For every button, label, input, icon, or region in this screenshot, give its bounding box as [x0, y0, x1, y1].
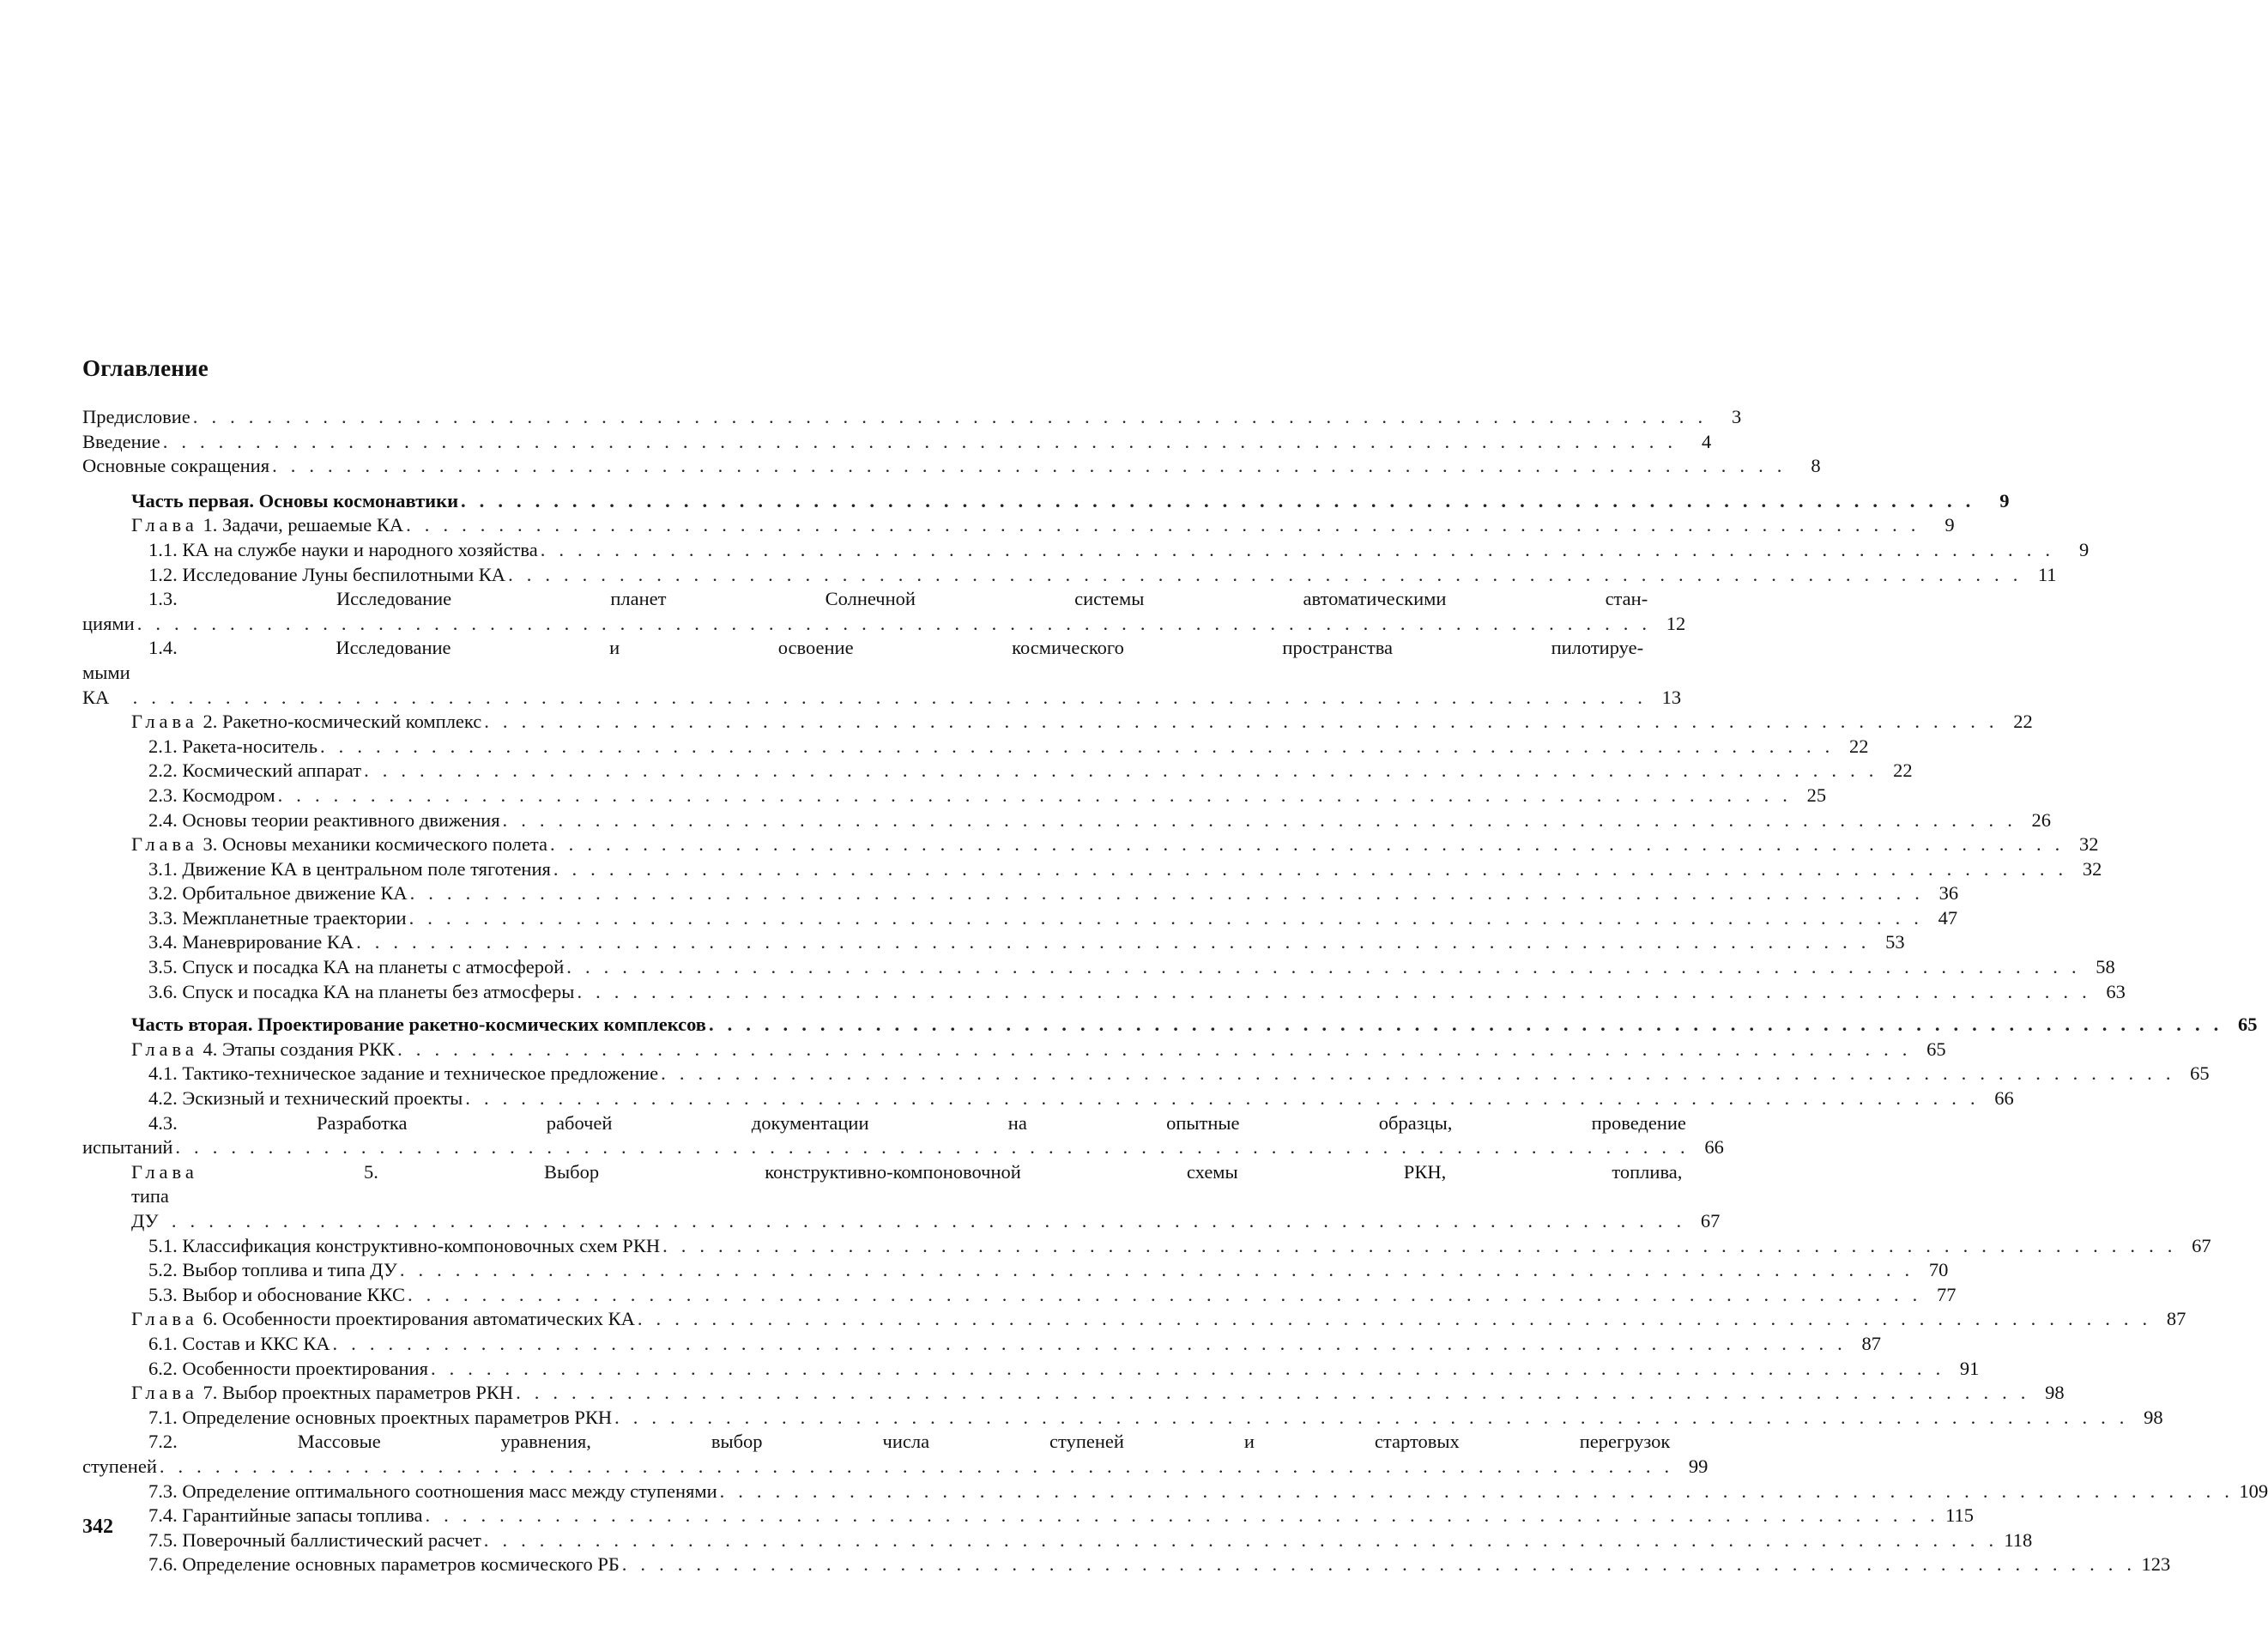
toc-entry-title: 3.1. Движение КА в центральном поле тяготения: [148, 857, 551, 880]
dot-leader: [193, 405, 1707, 430]
dot-leader: [516, 1381, 2029, 1406]
toc-page-number: 26: [2031, 808, 2052, 831]
dot-leader: [709, 1013, 2223, 1038]
dot-leader: [320, 735, 1834, 759]
toc-entry-title: 4. Этапы создания РКК: [203, 1038, 396, 1060]
toc-page-number: 11: [2037, 563, 2057, 585]
toc-entry: [82, 980, 2126, 1005]
dot-leader: [410, 881, 1924, 906]
toc-entry: [82, 1307, 2186, 1332]
dot-leader: [409, 906, 1923, 931]
dot-leader: [550, 832, 2064, 857]
toc-entry: [82, 1062, 2210, 1086]
toc-entry: [82, 1406, 2163, 1431]
toc-entry-title: 5. Выбор конструктивно-компоновочной схемы РКН, топлива,: [364, 1160, 1683, 1183]
toc-entry-title: 3.3. Межпланетные траектории: [148, 906, 407, 929]
chapter-label: Глава: [131, 1382, 198, 1404]
toc-entry: [82, 710, 2033, 735]
dot-leader: [278, 784, 1792, 808]
toc-entry: [82, 1258, 1949, 1283]
toc-page-number: 87: [1861, 1332, 1882, 1354]
toc-entry-title: 1.1. КА на службе науки и народного хозяйства: [148, 538, 538, 560]
toc-entry-title: 1.3. Исследование планет Солнечной системы автоматическими стан-: [148, 588, 1648, 610]
toc-entry-title: 7.2. Массовые уравнения, выбор числа ступеней и стартовых перегрузок: [148, 1431, 1671, 1453]
toc-entry-title: Введение: [82, 430, 160, 452]
toc-entry-title: 3.6. Спуск и посадка КА на планеты без атмосферы: [148, 980, 575, 1002]
dot-leader: [622, 1552, 2136, 1577]
toc-entry: [82, 759, 1913, 784]
toc-page-number: 98: [2144, 1406, 2163, 1428]
toc-entry: [82, 1332, 1882, 1357]
chapter-label: Глава: [131, 514, 198, 536]
toc-entry-title: 7. Выбор проектных параметров РКН: [203, 1382, 514, 1404]
toc-entry: [82, 454, 1821, 479]
toc-entry: [82, 563, 2057, 588]
toc-entry-title: Предисловие: [82, 406, 191, 427]
toc-page-number: 4: [1701, 430, 1712, 452]
toc-page-number: 36: [1938, 882, 1959, 905]
toc-entry-title: 3.4. Маневрирование КА: [148, 931, 354, 953]
toc-entry-title: 5.2. Выбор топлива и типа ДУ: [148, 1259, 397, 1281]
dot-leader: [397, 1038, 1911, 1062]
toc-entry: [82, 1381, 2065, 1406]
dot-leader: [661, 1062, 2174, 1086]
dot-leader: [465, 1086, 1979, 1111]
dot-leader: [461, 489, 1975, 514]
toc-entry-title: 6.1. Состав и ККС КА: [148, 1332, 330, 1354]
toc-entry-title: Основные сокращения: [82, 455, 270, 477]
toc-entry: [82, 538, 2090, 563]
toc-page-number: 32: [2079, 833, 2099, 856]
toc-page-number: 65: [2190, 1062, 2210, 1085]
toc-page-number: 32: [2082, 857, 2102, 880]
toc-entry: [82, 1013, 2258, 1038]
page-number: 342: [82, 1516, 113, 1538]
toc-entry: [82, 735, 1869, 759]
toc-page-number: 98: [2045, 1382, 2065, 1404]
dot-leader: [272, 454, 1786, 479]
toc-page-number: 13: [1661, 686, 1682, 708]
toc-entry-title: мыми КА: [82, 661, 130, 708]
dot-leader: [662, 1234, 2176, 1259]
toc-entry-title: Часть вторая. Проектирование ракетно-космических комплексов: [131, 1014, 706, 1036]
toc-entry: [82, 513, 1955, 538]
dot-leader: [720, 1480, 2234, 1504]
dot-leader: [431, 1357, 1944, 1382]
toc-page-number: 22: [2013, 711, 2033, 733]
toc-page-number: 109: [2239, 1480, 2268, 1502]
toc-entry-title: 3.5. Спуск и посадка КА на планеты с атмосферой: [148, 956, 565, 978]
toc-entry: [82, 1086, 2014, 1111]
toc-entry: [82, 1480, 2268, 1504]
toc-entry: [82, 1552, 2171, 1577]
toc-entry-title: 4.2. Эскизный и технический проекты: [148, 1087, 463, 1110]
toc-entry: [82, 1038, 1946, 1062]
toc-entry: [82, 430, 1712, 455]
toc-entry-title: 2.3. Космодром: [148, 784, 275, 806]
toc-page-number: 91: [1959, 1357, 1980, 1379]
toc-entry: [82, 930, 1905, 955]
toc-entry: [82, 808, 2052, 833]
table-of-contents: [82, 405, 2268, 1577]
dot-leader: [408, 1283, 1921, 1308]
toc-page-number: 123: [2141, 1553, 2171, 1576]
toc-entry-title: 1. Задачи, решаемые КА: [203, 514, 404, 536]
toc-entry-title: 2. Ракетно-космический комплекс: [203, 711, 482, 733]
dot-leader: [356, 930, 1870, 955]
dot-leader: [426, 1504, 1939, 1528]
dot-leader: [137, 612, 1651, 637]
toc-entry: [82, 1528, 2033, 1553]
toc-entry: [82, 1111, 1724, 1160]
toc-entry: [82, 1430, 1709, 1479]
page-title: Оглавление: [82, 355, 209, 381]
dot-leader: [406, 513, 1920, 538]
toc-page-number: 118: [2004, 1528, 2033, 1551]
chapter-label: Глава: [131, 1308, 198, 1330]
toc-entry: [82, 1504, 1974, 1528]
dot-leader: [541, 538, 2054, 563]
toc-entry: [82, 587, 1686, 636]
dot-leader: [333, 1332, 1847, 1357]
chapter-label: Глава: [131, 1038, 198, 1060]
toc-entry-title: 7.4. Гарантийные запасы топлива: [148, 1504, 423, 1527]
dot-leader: [508, 563, 2022, 588]
toc-page-number: 12: [1666, 612, 1686, 634]
chapter-label: Глава: [131, 711, 198, 733]
dot-leader: [566, 955, 2080, 980]
dot-leader: [638, 1307, 2151, 1332]
toc-entry-title: 7.1. Определение основных проектных параметров РКН: [148, 1406, 613, 1428]
dot-leader: [175, 1135, 1689, 1160]
toc-page-number: 65: [2237, 1014, 2258, 1036]
toc-entry: [82, 489, 2010, 514]
toc-page-number: 87: [2166, 1308, 2186, 1330]
dot-leader: [553, 857, 2067, 882]
toc-entry: [82, 881, 1959, 906]
dot-leader: [484, 710, 1998, 735]
toc-entry: [82, 784, 1827, 808]
toc-page-number: 9: [1944, 514, 1955, 536]
toc-entry: [82, 405, 1742, 430]
toc-page-number: 77: [1936, 1283, 1957, 1305]
toc-entry-title: 2.2. Космический аппарат: [148, 759, 362, 782]
toc-entry-title: 3. Основы механики космического полета: [203, 833, 548, 856]
toc-page-number: 47: [1938, 906, 1958, 929]
dot-leader: [400, 1258, 1914, 1283]
toc-entry: [82, 636, 1682, 710]
toc-page-number: 25: [1806, 784, 1827, 806]
dot-leader: [614, 1406, 2128, 1431]
toc-entry-title: 1.4. Исследование и освоение космического пространства пилотируе-: [148, 637, 1644, 659]
toc-entry: [82, 857, 2102, 882]
toc-page-number: 3: [1732, 406, 1742, 427]
toc-entry-title: 1.2. Исследование Луны беспилотными КА: [148, 563, 506, 585]
toc-entry-title: 3.2. Орбитальное движение КА: [148, 882, 408, 905]
toc-page-number: 66: [1704, 1136, 1724, 1159]
toc-page-number: 22: [1893, 759, 1913, 782]
toc-entry: [82, 1160, 1721, 1234]
toc-page-number: 99: [1688, 1455, 1709, 1477]
toc-entry: [82, 906, 1958, 931]
toc-entry: [82, 1283, 1957, 1308]
chapter-label: Глава: [131, 1160, 198, 1183]
toc-page-number: 63: [2106, 980, 2126, 1002]
toc-page-number: 9: [1999, 489, 2010, 511]
toc-entry-title: 7.5. Поверочный баллистический расчет: [148, 1528, 481, 1551]
toc-entry-title: 6.2. Особенности проектирования: [148, 1357, 428, 1379]
toc-entry: [82, 832, 2099, 857]
toc-entry-title: 7.3. Определение оптимального соотношения масс между ступенями: [148, 1480, 717, 1502]
toc-entry-title: 6. Особенности проектирования автоматических КА: [203, 1308, 635, 1330]
dot-leader: [484, 1528, 1998, 1553]
chapter-label: Глава: [131, 833, 198, 856]
toc-entry: [82, 1234, 2211, 1259]
toc-entry: [82, 955, 2115, 980]
toc-page-number: 8: [1811, 455, 1821, 477]
toc-entry-title: 5.1. Классификация конструктивно-компоновочных схем РКН: [148, 1234, 661, 1256]
toc-entry-title: 7.6. Определение основных параметров космического РБ: [148, 1553, 620, 1576]
toc-page-number: 53: [1885, 931, 1905, 953]
toc-entry-title: Часть первая. Основы космонавтики: [131, 489, 459, 511]
dot-leader: [503, 808, 2017, 833]
toc-entry-title: циями: [82, 612, 135, 634]
toc-entry-title: 5.3. Выбор и обоснование ККС: [148, 1283, 405, 1305]
dot-leader: [364, 759, 1878, 784]
toc-page-number: 67: [1700, 1210, 1721, 1232]
toc-entry-title: типа ДУ: [131, 1185, 169, 1232]
toc-entry-title: 4.3. Разработка рабочей документации на опытные образцы, проведение: [148, 1111, 1686, 1134]
dot-leader: [172, 1209, 1685, 1234]
toc-page-number: 9: [2078, 538, 2090, 560]
toc-entry-title: 2.1. Ракета-носитель: [148, 735, 318, 757]
toc-page-number: 67: [2192, 1234, 2211, 1256]
dot-leader: [577, 980, 2090, 1005]
toc-entry-title: 4.1. Тактико-техническое задание и техническое предложение: [148, 1062, 659, 1085]
toc-page-number: 66: [1994, 1087, 2014, 1110]
toc-page-number: 70: [1928, 1259, 1949, 1281]
dot-leader: [163, 430, 1677, 455]
toc-page-number: 115: [1945, 1504, 1974, 1527]
toc-page-number: 65: [1926, 1038, 1946, 1060]
toc-entry-title: испытаний: [82, 1136, 173, 1159]
dot-leader: [160, 1455, 1673, 1480]
toc-page-number: 22: [1849, 735, 1869, 757]
toc-entry-title: ступеней: [82, 1455, 157, 1477]
toc-entry: [82, 1357, 1980, 1382]
toc-entry-title: 2.4. Основы теории реактивного движения: [148, 808, 500, 831]
dot-leader: [133, 686, 1647, 711]
toc-page-number: 58: [2096, 956, 2115, 978]
